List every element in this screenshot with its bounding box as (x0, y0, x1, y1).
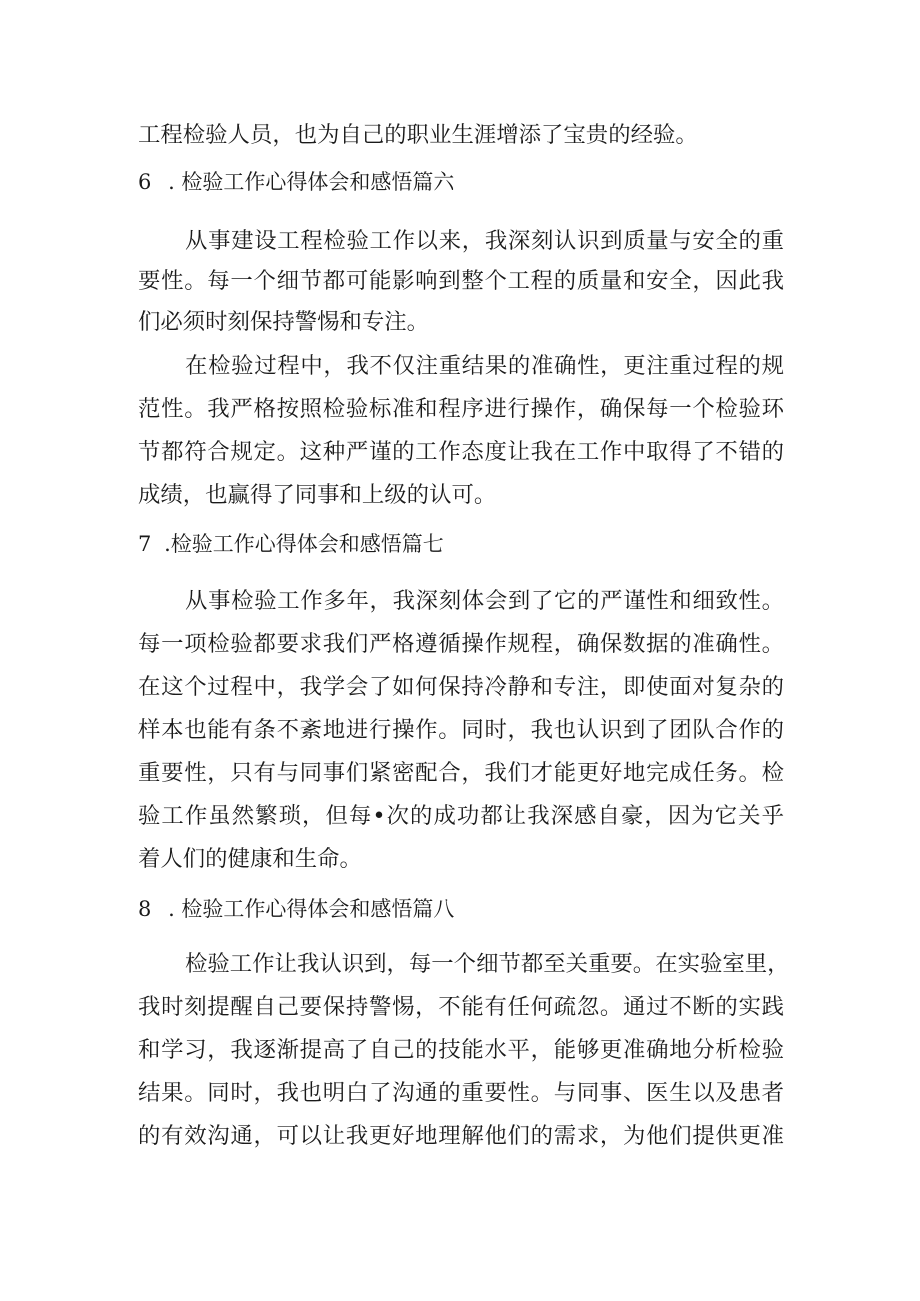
paragraph-line: 节都符合规定。这种严谨的工作态度让我在工作中取得了不错的 (138, 439, 784, 465)
heading-number: 8 (138, 897, 152, 921)
paragraph-line: 检验工作让我认识到，每一个细节都至关重要。在实验室里， (185, 951, 790, 977)
paragraph-line: 们必须时刻保持警惕和专注。 (138, 309, 430, 335)
heading-number: 6 (138, 170, 152, 194)
paragraph-line: 样本也能有条不紊地进行操作。同时，我也认识到了团队合作的 (138, 717, 784, 743)
paragraph-line: 从事建设工程检验工作以来，我深刻认识到质量与安全的重 (185, 228, 784, 254)
paragraph-line: 范性。我严格按照检验标准和程序进行操作，确保每一个检验环 (138, 396, 784, 422)
paragraph-line: 重要性，只有与同事们紧密配合，我们才能更好地完成任务。检 (138, 760, 784, 786)
paragraph-line: 结果。同时，我也明白了沟通的重要性。与同事、医生以及患者 (138, 1080, 784, 1106)
paragraph-line: 和学习，我逐渐提高了自己的技能水平，能够更准确地分析检验 (138, 1037, 784, 1063)
paragraph-line: 要性。每一个细节都可能影响到整个工程的质量和安全，因此我 (138, 268, 784, 294)
heading-title: . 检验工作心得体会和感悟篇六 (168, 170, 455, 194)
section-heading-6 (138, 167, 454, 197)
paragraph-line: 的有效沟通，可以让我更好地理解他们的需求，为他们提供更准 (138, 1123, 784, 1149)
heading-number: 7 (138, 532, 152, 556)
paragraph-line: 在这个过程中，我学会了如何保持冷静和专注，即使面对复杂的 (138, 674, 784, 700)
heading-title: .检验工作心得体会和感悟篇七 (164, 532, 444, 556)
paragraph-line: 从事检验工作多年，我深刻体会到了它的严谨性和细致性。 (185, 588, 784, 614)
paragraph-line: 我时刻提醒自己要保持警惕，不能有任何疏忽。通过不断的实践 (138, 994, 784, 1020)
paragraph-line: 每一项检验都要求我们严格遵循操作规程，确保数据的准确性。 (138, 631, 784, 657)
paragraph-line: 成绩，也赢得了同事和上级的认可。 (138, 482, 497, 508)
paragraph-line: 工程检验人员，也为自己的职业生涯增添了宝贵的经验。 (138, 122, 698, 148)
heading-title: . 检验工作心得体会和感悟篇八 (168, 897, 455, 921)
section-heading-7 (138, 529, 444, 559)
paragraph-line: 验工作虽然繁琐，但每•次的成功都让我深感自豪，因为它关乎 (138, 803, 784, 829)
paragraph-line: 着人们的健康和生命。 (138, 846, 362, 872)
paragraph-line: 在检验过程中，我不仅注重结果的准确性，更注重过程的规 (185, 353, 784, 379)
section-heading-8 (138, 894, 454, 924)
